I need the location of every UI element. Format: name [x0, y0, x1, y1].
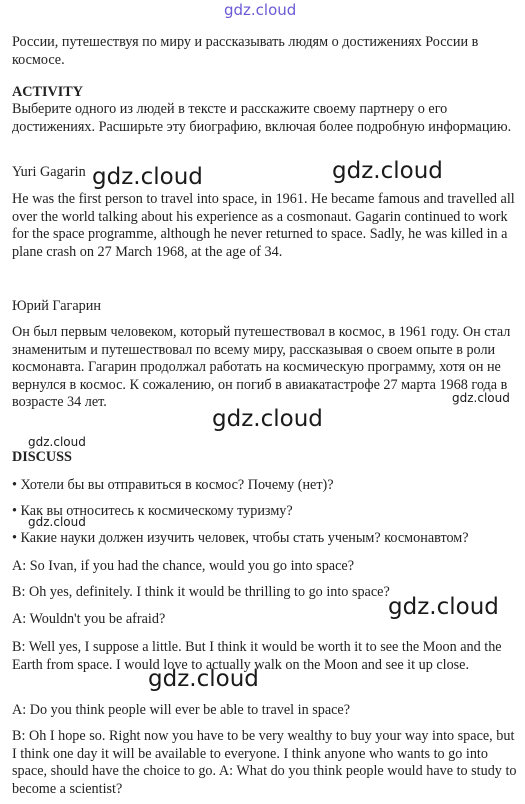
dialogue-line: A: Do you think people will ever be able to travel in space?: [12, 702, 351, 718]
watermark: gdz.cloud: [388, 594, 499, 620]
discuss-heading: DISCUSS: [12, 449, 72, 465]
dialogue-line: B: Oh yes, definitely. I think it would be thrilling to go into space?: [12, 584, 390, 600]
watermark: gdz.cloud: [148, 666, 259, 692]
russian-bio-text: Он был первым человеком, который путешествовал в космос, в 1961 году. Он стал знаменитым и путешествовал по всему миру, рассказывая о своем опыте в роли космонавта. Гагарин продолжал работать на космическую программу, хотя он не вернулся в космос. К сожалению, он погиб в авиакатастрофе 27 марта 1968 года в возрасте 34 лет.: [12, 324, 511, 411]
watermark: gdz.cloud: [332, 158, 443, 184]
discuss-question: • Какие науки должен изучить человек, чтобы стать ученым? космонавтом?: [12, 530, 469, 546]
watermark: gdz.cloud: [212, 406, 323, 432]
watermark-top: gdz.cloud: [224, 1, 297, 19]
watermark: gdz.cloud: [28, 515, 86, 529]
russian-bio-name: Юрий Гагарин: [12, 298, 101, 314]
intro-paragraph: России, путешествуя по миру и рассказывать людям о достижениях России в космосе.: [12, 34, 479, 68]
english-bio-name: Yuri Gagarin: [12, 164, 86, 180]
activity-heading: ACTIVITY: [12, 84, 83, 100]
discuss-question: • Хотели бы вы отправиться в космос? Почему (нет)?: [12, 477, 334, 493]
dialogue-line: A: So Ivan, if you had the chance, would you go into space?: [12, 558, 354, 574]
english-bio-text: He was the first person to travel into space, in 1961. He became famous and travelled all over the world talking about his experience as a cosmonaut. Gagarin continued to work for the space programme, although he never returned to space. Sadly, he was killed in a plane crash on 27 March 1968, at the age of 34.: [12, 191, 515, 260]
watermark: gdz.cloud: [28, 435, 86, 449]
activity-instructions: Выберите одного из людей в тексте и расскажите своему партнеру о его достижениях. Расширьте эту биографию, включая более подробную информацию.: [12, 101, 512, 135]
watermark: gdz.cloud: [92, 164, 203, 190]
dialogue-line: A: Wouldn't you be afraid?: [12, 611, 166, 627]
dialogue-line: B: Well yes, I suppose a little. But I think it would be worth it to see the Moon and the Earth from space. I would love to actually walk on the Moon and see it up close.: [12, 639, 502, 673]
watermark: gdz.cloud: [452, 391, 510, 405]
dialogue-line: B: Oh I hope so. Right now you have to be very wealthy to buy your way into space, but I think one day it will be available to everyone. I think anyone who wants to go into space, should have the choice to go. A: What do you think people would have to study to become a scientist?: [12, 728, 517, 797]
discuss-question: • Как вы относитесь к космическому туризму?: [12, 503, 293, 519]
